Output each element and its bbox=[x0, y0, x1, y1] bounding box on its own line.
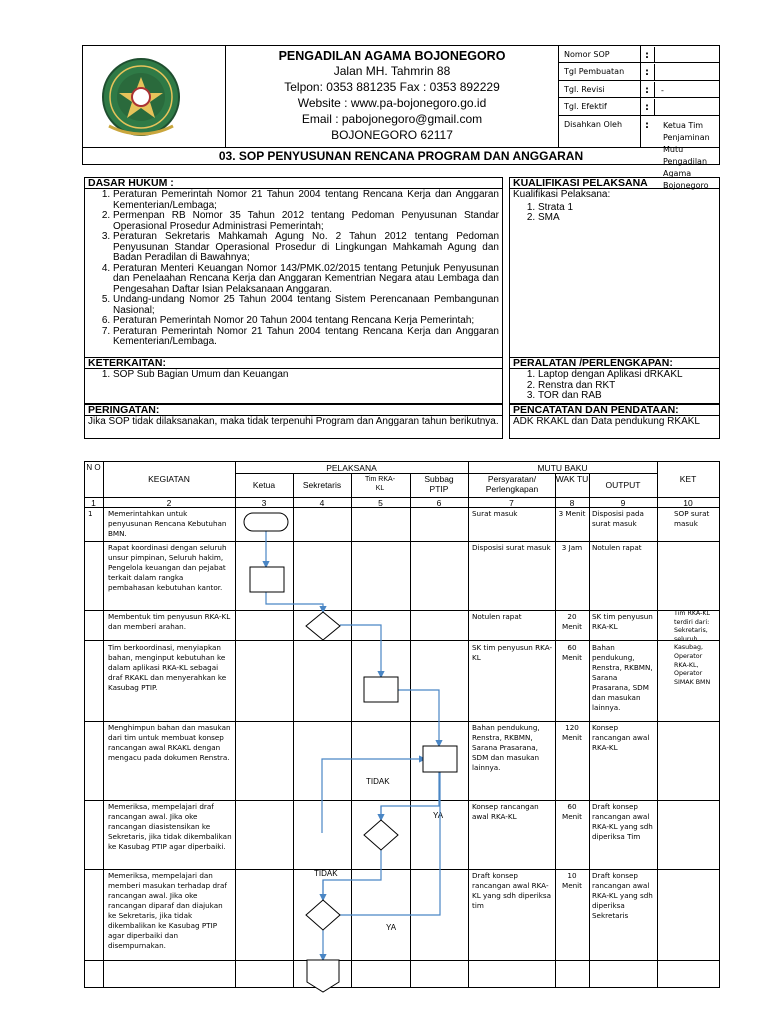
table-row-waktu: 60 Menit bbox=[562, 802, 582, 821]
col-number: 8 bbox=[569, 498, 575, 508]
header-persyaratan: Persyaratan/ Perlengkapan bbox=[485, 474, 539, 494]
flow-label-ya: YA bbox=[433, 811, 444, 820]
meta-label: Disahkan Oleh bbox=[564, 120, 623, 129]
header-subbag: Subbag PTIP bbox=[424, 474, 454, 494]
org-city: BOJONEGORO 62117 bbox=[331, 128, 453, 142]
table-row-persyaratan: Bahan pendukung, Renstra, RKBMN, Sarana Prasarana, SDM dan masukan lainnya. bbox=[472, 723, 540, 772]
table-row-persyaratan: Draft konsep rancangan awal RKA-KL yang sdh diperiksa tim bbox=[472, 871, 552, 910]
meta-label: Tgl. Efektif bbox=[564, 102, 607, 111]
col-number: 2 bbox=[166, 498, 172, 508]
pencatatan-box bbox=[509, 404, 720, 439]
kualifikasi-intro: Kualifikasi Pelaksana: bbox=[513, 189, 611, 200]
logo-cell bbox=[83, 46, 226, 148]
meta-value: Ketua Tim Penjaminan Mutu Pengadilan Agama Bojonegoro bbox=[663, 121, 710, 190]
peralatan-title: PERALATAN /PERLENGKAPAN: bbox=[510, 358, 719, 369]
meta-value: - bbox=[654, 82, 714, 98]
meta-value bbox=[654, 47, 714, 63]
meta-row bbox=[559, 98, 720, 116]
list-item: 7. Peraturan Pemerintah Nomor 21 Tahun 2004 tentang Rencana Kerja dan Anggaran Kementerian/Lembaga. bbox=[113, 327, 502, 348]
keterkaitan-list bbox=[85, 370, 502, 381]
court-emblem-icon bbox=[83, 46, 226, 148]
table-row-kegiatan: Menghimpun bahan dan masukan dari tim untuk membuat konsep rancangan awal RKAKL dengan mengacu pada dokumen Renstra. bbox=[108, 723, 231, 762]
header-no: N O bbox=[86, 463, 101, 472]
table-row-kegiatan: Memerintahkan untuk penyusunan Rencana Kebutuhan BMN. bbox=[108, 509, 227, 538]
table-row-no: 1 bbox=[88, 509, 93, 518]
table-row-output: Draft konsep rancangan awal RKA-KL yang sdh diperiksa Sekretaris bbox=[592, 871, 653, 920]
org-website: Website : www.pa-bojonegoro.go.id bbox=[297, 96, 487, 110]
header-ket: KET bbox=[679, 474, 697, 484]
table-row-waktu: 60 Menit bbox=[562, 643, 582, 662]
header-output: OUTPUT bbox=[605, 480, 641, 490]
org-phone: Telpon: 0353 881235 Fax : 0353 892229 bbox=[284, 80, 500, 94]
meta-colon: : bbox=[645, 85, 649, 96]
peralatan-list bbox=[510, 370, 719, 402]
table-row-waktu: 3 Jam bbox=[561, 543, 583, 552]
meta-row bbox=[559, 81, 720, 98]
col-number: 3 bbox=[261, 498, 267, 508]
meta-row bbox=[559, 63, 720, 81]
table-row-persyaratan: Konsep rancangan awal RKA-KL bbox=[472, 802, 539, 821]
table-row-waktu: 3 Menit bbox=[558, 509, 586, 518]
sop-title: 03. SOP PENYUSUNAN RENCANA PROGRAM DAN ANGGARAN bbox=[82, 148, 720, 165]
meta-colon: : bbox=[645, 50, 649, 61]
pencatatan-title: PENCATATAN DAN PENDATAAN: bbox=[510, 405, 719, 416]
dasar-hukum-title: DASAR HUKUM : bbox=[85, 178, 502, 189]
list-item: 1. Strata 1 bbox=[538, 203, 719, 214]
table-row-output: Draft konsep rancangan awal RKA-KL yang sdh diperiksa Tim bbox=[592, 802, 653, 841]
list-item: 1. Peraturan Pemerintah Nomor 21 Tahun 2004 tentang Rencana Kerja dan Anggaran Kementerian/Lembaga; bbox=[113, 190, 502, 211]
table-row-persyaratan: SK tim penyusun RKA-KL bbox=[472, 643, 553, 662]
meta-label: Tgl Pembuatan bbox=[564, 67, 625, 76]
list-item: 6. Peraturan Pemerintah Nomor 20 Tahun 2004 tentang Rencana Kerja Pemerintah; bbox=[113, 316, 502, 327]
header-ketua: Ketua bbox=[252, 480, 276, 490]
procedure-table bbox=[84, 461, 720, 988]
dasar-hukum-box bbox=[84, 177, 503, 358]
table-row-kegiatan: Tim berkoordinasi, menyiapkan bahan, menginput kebutuhan ke dalam aplikasi RKA-KL sebagai draf RKAKL dan menyerahkan ke Kasubag PTIP. bbox=[108, 643, 227, 692]
col-number: 4 bbox=[319, 498, 325, 508]
peralatan-box bbox=[509, 357, 720, 404]
meta-row bbox=[559, 46, 720, 63]
list-item: 1. Laptop dengan Aplikasi dRKAKL bbox=[538, 370, 719, 381]
col-number: 1 bbox=[91, 498, 96, 508]
table-row-output: SK tim penyusun RKA-KL bbox=[592, 612, 653, 631]
table-row-output: Bahan pendukung, Renstra, RKBMN, Sarana Prasarana, SDM dan masukan lainnya. bbox=[592, 643, 653, 712]
table-row-output: Konsep rancangan awal RKA-KL bbox=[592, 723, 650, 752]
list-item: 3. TOR dan RAB bbox=[538, 391, 719, 402]
meta-value bbox=[654, 64, 714, 81]
keterkaitan-title: KETERKAITAN: bbox=[85, 358, 502, 369]
meta-label: Nomor SOP bbox=[564, 50, 610, 59]
table-row-ket: SOP surat masuk bbox=[674, 509, 710, 528]
table-row-kegiatan: Memeriksa, mempelajari draf rancangan awal. Jika oke rancangan diasistensikan ke Sekretaris, jika tidak dikembalikan ke Kasubag PTIP agar diperbaiki. bbox=[108, 802, 232, 851]
dasar-hukum-list bbox=[85, 190, 502, 348]
meta-colon: : bbox=[645, 102, 649, 113]
meta-value bbox=[654, 99, 714, 116]
meta-label: Tgl. Revisi bbox=[564, 85, 605, 94]
org-name: PENGADILAN AGAMA BOJONEGORO bbox=[278, 49, 506, 63]
table-row-waktu: 10 Menit bbox=[562, 871, 582, 890]
col-number: 10 bbox=[683, 498, 693, 508]
table-row-kegiatan: Memeriksa, mempelajari dan memberi masukan terhadap draf rancangan awal. Jika oke rancangan diparaf dan diajukan ke Sekretaris, jika tidak dikembalikan ke Kasubag PTIP agar diperbaiki dan disempurnakan. bbox=[108, 871, 227, 950]
table-row-waktu: 20 Menit bbox=[562, 612, 582, 631]
col-number: 9 bbox=[620, 498, 626, 508]
header-mutu-baku: MUTU BAKU bbox=[537, 463, 588, 473]
table-row-persyaratan: Notulen rapat bbox=[472, 612, 522, 621]
peringatan-text: Jika SOP tidak dilaksanakan, maka tidak terpenuhi Program dan Anggaran tahun berikutnya. bbox=[88, 416, 499, 427]
header-sekretaris: Sekretaris bbox=[302, 480, 342, 490]
keterkaitan-box bbox=[84, 357, 503, 404]
header-waktu: WAK TU bbox=[555, 474, 589, 484]
table-row-persyaratan: Surat masuk bbox=[472, 509, 518, 518]
kualifikasi-box bbox=[509, 177, 720, 358]
peringatan-box bbox=[84, 404, 503, 439]
table-row-output: Disposisi pada surat masuk bbox=[592, 509, 644, 528]
table-row-output: Notulen rapat bbox=[592, 543, 642, 552]
list-item: 4. Peraturan Menteri Keuangan Nomor 143/PMK.02/2015 tentang Petunjuk Penyusunan dan Penelaahan Rencana Kerja dan Anggaran Kementrian Negara atau Lembaga dan Pengesahan Daftar Isian Pelaksanaan Anggaran. bbox=[113, 264, 502, 296]
peringatan-title: PERINGATAN: bbox=[85, 405, 502, 416]
table-row-ket: Tim RKA-KL terdiri dari: Sekretaris, seluruh Kasubag, Operator RKA-KL, Operator SIMAK BMN bbox=[674, 610, 711, 686]
list-item: 2. Permenpan RB Nomor 35 Tahun 2012 tentang Pedoman Penyusunan Standar Operasional Prosedur Administrasi Pemerintah; bbox=[113, 211, 502, 232]
meta-colon: : bbox=[645, 120, 649, 131]
header-kegiatan: KEGIATAN bbox=[148, 474, 190, 484]
table-row-kegiatan: Rapat koordinasi dengan seluruh unsur pimpinan, Seluruh hakim, Pengelola keuangan dan pejabat terkait dalam rangka pembahasan kebutuhan kantor. bbox=[108, 543, 227, 592]
col-number: 7 bbox=[509, 498, 514, 508]
org-email: Email : pabojonegoro@gmail.com bbox=[301, 112, 483, 126]
list-item: 1. SOP Sub Bagian Umum dan Keuangan bbox=[113, 370, 502, 381]
list-item: 2. SMA bbox=[538, 213, 719, 224]
flow-label-tidak: TIDAK bbox=[314, 869, 338, 878]
flow-label-ya: YA bbox=[386, 923, 397, 932]
meta-colon: : bbox=[645, 67, 649, 78]
table-row-persyaratan: Disposisi surat masuk bbox=[472, 543, 551, 552]
pencatatan-text: ADK RKAKL dan Data pendukung RKAKL bbox=[513, 416, 700, 427]
col-number: 5 bbox=[378, 498, 383, 508]
list-item: 5. Undang-undang Nomor 25 Tahun 2004 tentang Sistem Perencanaan Pembangunan Nasional; bbox=[113, 295, 502, 316]
header-tim-rka: Tim RKA-KL bbox=[364, 476, 396, 492]
table-row-kegiatan: Membentuk tim penyusun RKA-KL dan memberi arahan. bbox=[108, 612, 231, 631]
list-item: 3. Peraturan Sekretaris Mahkamah Agung No. 2 Tahun 2012 tentang Pedoman Penyusunan Standar Operasional Prosedur di Lingkungan Mahkamah Agung dan Badan Peradilan di Bawahnya; bbox=[113, 232, 502, 264]
org-address: Jalan MH. Tahmrin 88 bbox=[333, 64, 451, 78]
flow-label-tidak: TIDAK bbox=[366, 777, 390, 786]
org-info bbox=[226, 46, 559, 148]
kualifikasi-list bbox=[510, 203, 719, 224]
kualifikasi-title: KUALIFIKASI PELAKSANA bbox=[510, 178, 719, 189]
col-number: 6 bbox=[436, 498, 442, 508]
header-pelaksana: PELAKSANA bbox=[326, 463, 377, 473]
table-row-waktu: 120 Menit bbox=[562, 723, 582, 742]
list-item: 2. Renstra dan RKT bbox=[538, 381, 719, 392]
